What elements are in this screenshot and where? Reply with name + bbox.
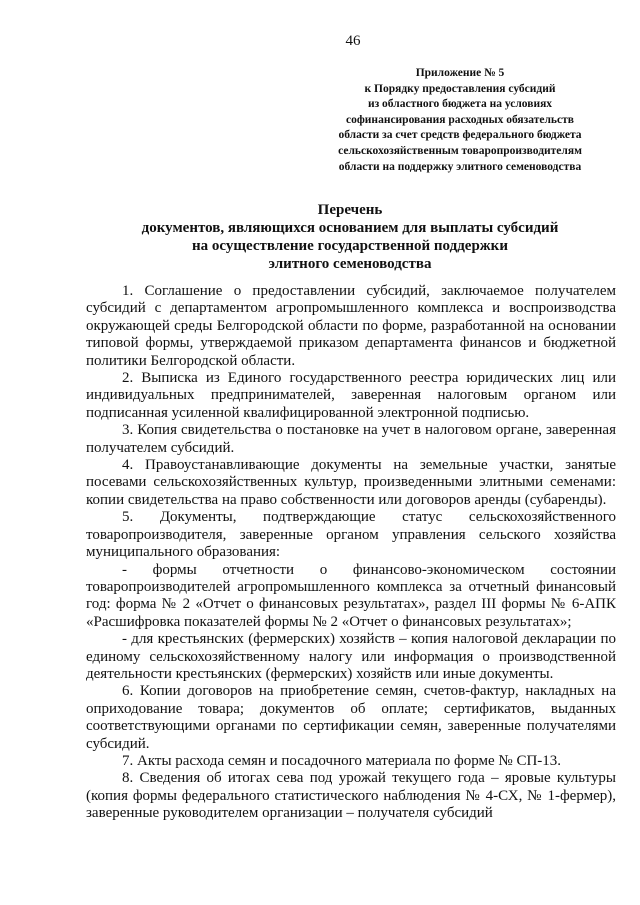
- appendix-header: [300, 66, 620, 175]
- document-body: [86, 283, 616, 823]
- paragraph-3: 3. Копия свидетельства о постановке на учет в налоговом органе, заверенная получателем субсидий.: [86, 422, 616, 456]
- appendix-line: области на поддержку элитного семеноводства: [338, 160, 582, 173]
- paragraph-2: 2. Выписка из Единого государственного реестра юридических лиц или индивидуальных предпринимателей, заверенная налоговым органом или подписанная усиленной квалифицированной электронной подписью.: [86, 370, 616, 421]
- appendix-line: области за счет средств федерального бюджета: [338, 129, 582, 142]
- paragraph-8: 8. Сведения об итогах сева под урожай текущего года – яровые культуры (копия формы федерального статистического наблюдения № 4-СХ, № 1-фермер), заверенные руководителем организации – получателя субсидий: [86, 770, 616, 822]
- paragraph-7: 7. Акты расхода семян и посадочного материала по форме № СП-13.: [122, 752, 562, 769]
- paragraph-5: 5. Документы, подтверждающие статус сельскохозяйственного товаропроизводителя, заверенные органом управления сельского хозяйства муниципального образования:: [86, 509, 616, 561]
- appendix-line: Приложение № 5: [415, 67, 505, 79]
- page-number: 46: [345, 33, 361, 49]
- document-title: [60, 201, 640, 273]
- title-line: документов, являющихся основанием для выплаты субсидий: [141, 220, 559, 236]
- title-line: на осуществление государственной поддержки: [192, 238, 508, 254]
- paragraph-5-item-farms: - для крестьянских (фермерских) хозяйств – копия налоговой декларации по единому сельскохозяйственному налогу или информация о производственной деятельности крестьянских (фермерских) хозяйств или иные документы.: [86, 631, 616, 682]
- paragraph-4: 4. Правоустанавливающие документы на земельные участки, занятые посевами сельскохозяйственных культур, произведенными элитными семенами: копии свидетельства на право собственности или договоров аренды (субаренды).: [86, 457, 616, 508]
- paragraph-1: 1. Соглашение о предоставлении субсидий, заключаемое получателем субсидий с департаментом агропромышленного комплекса и воспроизводства окружающей среды Белгородской области по форме, разработанной на основании типовой формы, утверждаемой приказом департамента финансов и бюджетной политики Белгородской области.: [86, 283, 616, 369]
- title-line: Перечень: [317, 202, 383, 218]
- appendix-line: из областного бюджета на условиях: [367, 98, 553, 111]
- paragraph-6: 6. Копии договоров на приобретение семян, счетов-фактур, накладных на оприходование товара; документов об оплате; сертификатов, выданных соответствующими органами по сертификации семян, заверенные получателями субсидий.: [86, 683, 616, 752]
- paragraph-5-item-forms: - формы отчетности о финансово-экономическом состоянии товаропроизводителей агропромышленного комплекса за отчетный финансовый год: форма № 2 «Отчет о финансовых результатах», раздел III формы № 6-АПК «Расшифровка показателей формы № 2 «Отчет о финансовых результатах»;: [86, 561, 616, 630]
- appendix-line: к Порядку предоставления субсидий: [364, 82, 556, 95]
- title-line: элитного семеноводства: [268, 256, 432, 272]
- appendix-line: софинансирования расходных обязательств: [346, 113, 574, 126]
- appendix-line: сельскохозяйственным товаропроизводителям: [338, 144, 582, 157]
